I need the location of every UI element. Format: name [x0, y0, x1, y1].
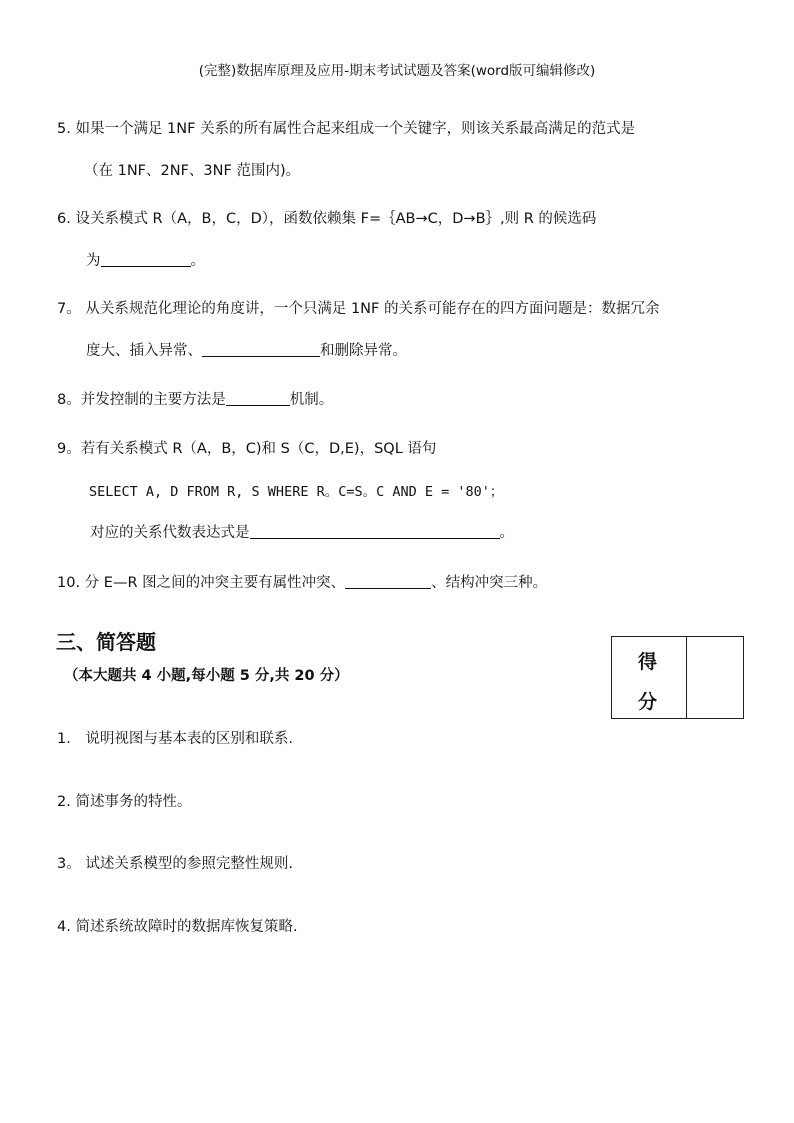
- short-answer-question-3: 3。 试述关系模型的参照完整性规则.: [57, 856, 293, 872]
- document-header: (完整)数据库原理及应用-期末考试试题及答案(word版可编辑修改): [198, 63, 596, 79]
- question-5-line-1: 5. 如果一个满足 1NF 关系的所有属性合起来组成一个关键字，则该关系最高满足的范式是: [57, 121, 636, 137]
- score-box-divider: [686, 637, 687, 718]
- question-6-prefix: 为: [86, 253, 101, 269]
- question-6-line-1: 6. 设关系模式 R（A，B，C，D），函数依赖集 F=｛AB→C，D→B｝,则 R 的候选码: [57, 211, 597, 227]
- score-box: [611, 636, 744, 719]
- question-6-suffix: 。: [190, 253, 205, 269]
- question-7-suffix: 和删除异常。: [320, 343, 407, 359]
- question-8-prefix: 8。并发控制的主要方法是: [57, 392, 226, 408]
- question-10-answer-blank[interactable]: [345, 574, 431, 589]
- question-8-answer-blank[interactable]: [226, 391, 290, 406]
- short-answer-question-2: 2. 简述事务的特性。: [57, 794, 192, 810]
- question-9-suffix: 。: [499, 525, 514, 541]
- question-8-suffix: 机制。: [289, 392, 334, 408]
- question-10-suffix: 、结构冲突三种。: [431, 575, 548, 591]
- section-title: 三、简答题: [56, 630, 156, 654]
- score-label-bottom: 分: [638, 691, 658, 713]
- question-7-line-2: [86, 339, 407, 360]
- question-7-prefix: 度大、插入异常、: [86, 343, 202, 359]
- question-6-answer-blank[interactable]: [101, 252, 191, 267]
- short-answer-question-4: 4. 简述系统故障时的数据库恢复策略.: [57, 919, 298, 935]
- question-10: [57, 571, 547, 592]
- question-10-prefix: 10. 分 E—R 图之间的冲突主要有属性冲突、: [57, 575, 346, 591]
- question-9-line-3: [90, 521, 514, 542]
- question-6-line-2: [86, 249, 205, 270]
- question-5-line-2: （在 1NF、2NF、3NF 范围内)。: [84, 163, 301, 179]
- score-label-top: 得: [638, 651, 658, 673]
- short-answer-question-1: 1． 说明视图与基本表的区别和联系.: [57, 731, 293, 747]
- question-7-line-1: 7。 从关系规范化理论的角度讲，一个只满足 1NF 的关系可能存在的四方面问题是：数据冗余: [57, 301, 660, 317]
- question-9-sql: SELECT A, D FROM R, S WHERE R。C=S。C AND E = '80'；: [89, 484, 504, 500]
- question-9-prefix: 对应的关系代数表达式是: [90, 525, 250, 541]
- question-7-answer-blank[interactable]: [202, 342, 320, 357]
- question-9-line-1: 9。若有关系模式 R（A，B，C)和 S（C，D,E)，SQL 语句: [57, 441, 437, 457]
- question-9-answer-blank[interactable]: [250, 524, 500, 539]
- question-8: [57, 388, 333, 409]
- section-subtitle: （本大题共 4 小题,每小题 5 分,共 20 分）: [64, 668, 349, 684]
